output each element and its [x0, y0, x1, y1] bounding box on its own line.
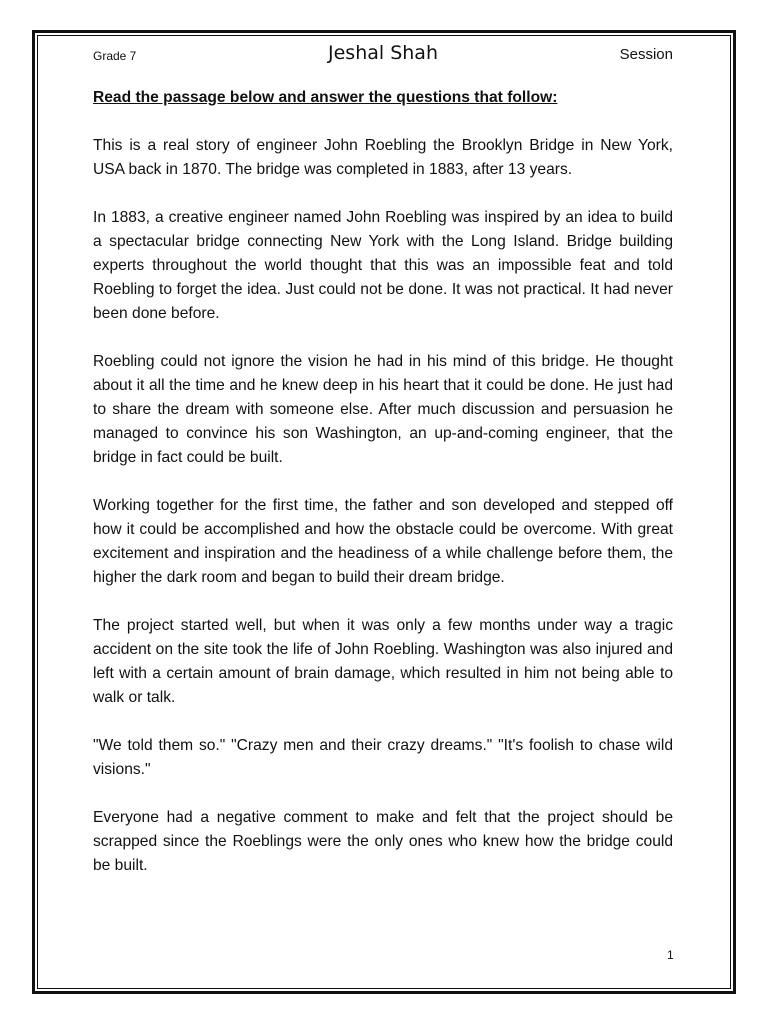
- page-header: [93, 42, 673, 70]
- grade-label: Grade 7: [93, 49, 137, 63]
- passage-paragraph-5: The project started well, but when it was only a few months under way a tragic accident on the site took the life of John Roebling. Washington was also injured and left with a certain amount of brain damage, which resulted in him not being able to walk or talk.: [93, 617, 673, 706]
- page-number: 1: [667, 948, 674, 962]
- passage-paragraph-3: Roebling could not ignore the vision he had in his mind of this bridge. He thought about it all the time and he knew deep in his heart that it could be done. He just had to share the dream with someone else. After much discussion and persuasion he managed to convince his son Washington, an up-and-coming engineer, that the bridge in fact could be built.: [93, 353, 673, 466]
- session-label: Session: [619, 46, 673, 63]
- passage-paragraph-2: In 1883, a creative engineer named John Roebling was inspired by an idea to build a spectacular bridge connecting New York with the Long Island. Bridge building experts throughout the world thought that this was an impossible feat and told Roebling to forget the idea. Just could not be done. It was not practical. It had never been done before.: [93, 209, 673, 322]
- passage-body: [93, 86, 673, 902]
- passage-paragraph-7: Everyone had a negative comment to make and felt that the project should be scrapped since the Roeblings were the only ones who knew how the bridge could be built.: [93, 809, 673, 874]
- instruction-heading: Read the passage below and answer the questions that follow:: [93, 89, 558, 106]
- passage-paragraph-6: "We told them so." "Crazy men and their crazy dreams." "It's foolish to chase wild visions.": [93, 737, 673, 778]
- student-name: Jeshal Shah: [328, 42, 438, 64]
- passage-paragraph-4: Working together for the first time, the father and son developed and stepped off how it could be accomplished and how the obstacle could be overcome. With great excitement and inspiration and the headiness of a while challenge before them, the higher the dark room and began to build their dream bridge.: [93, 497, 673, 586]
- passage-paragraph-1: This is a real story of engineer John Roebling the Brooklyn Bridge in New York, USA back in 1870. The bridge was completed in 1883, after 13 years.: [93, 137, 673, 178]
